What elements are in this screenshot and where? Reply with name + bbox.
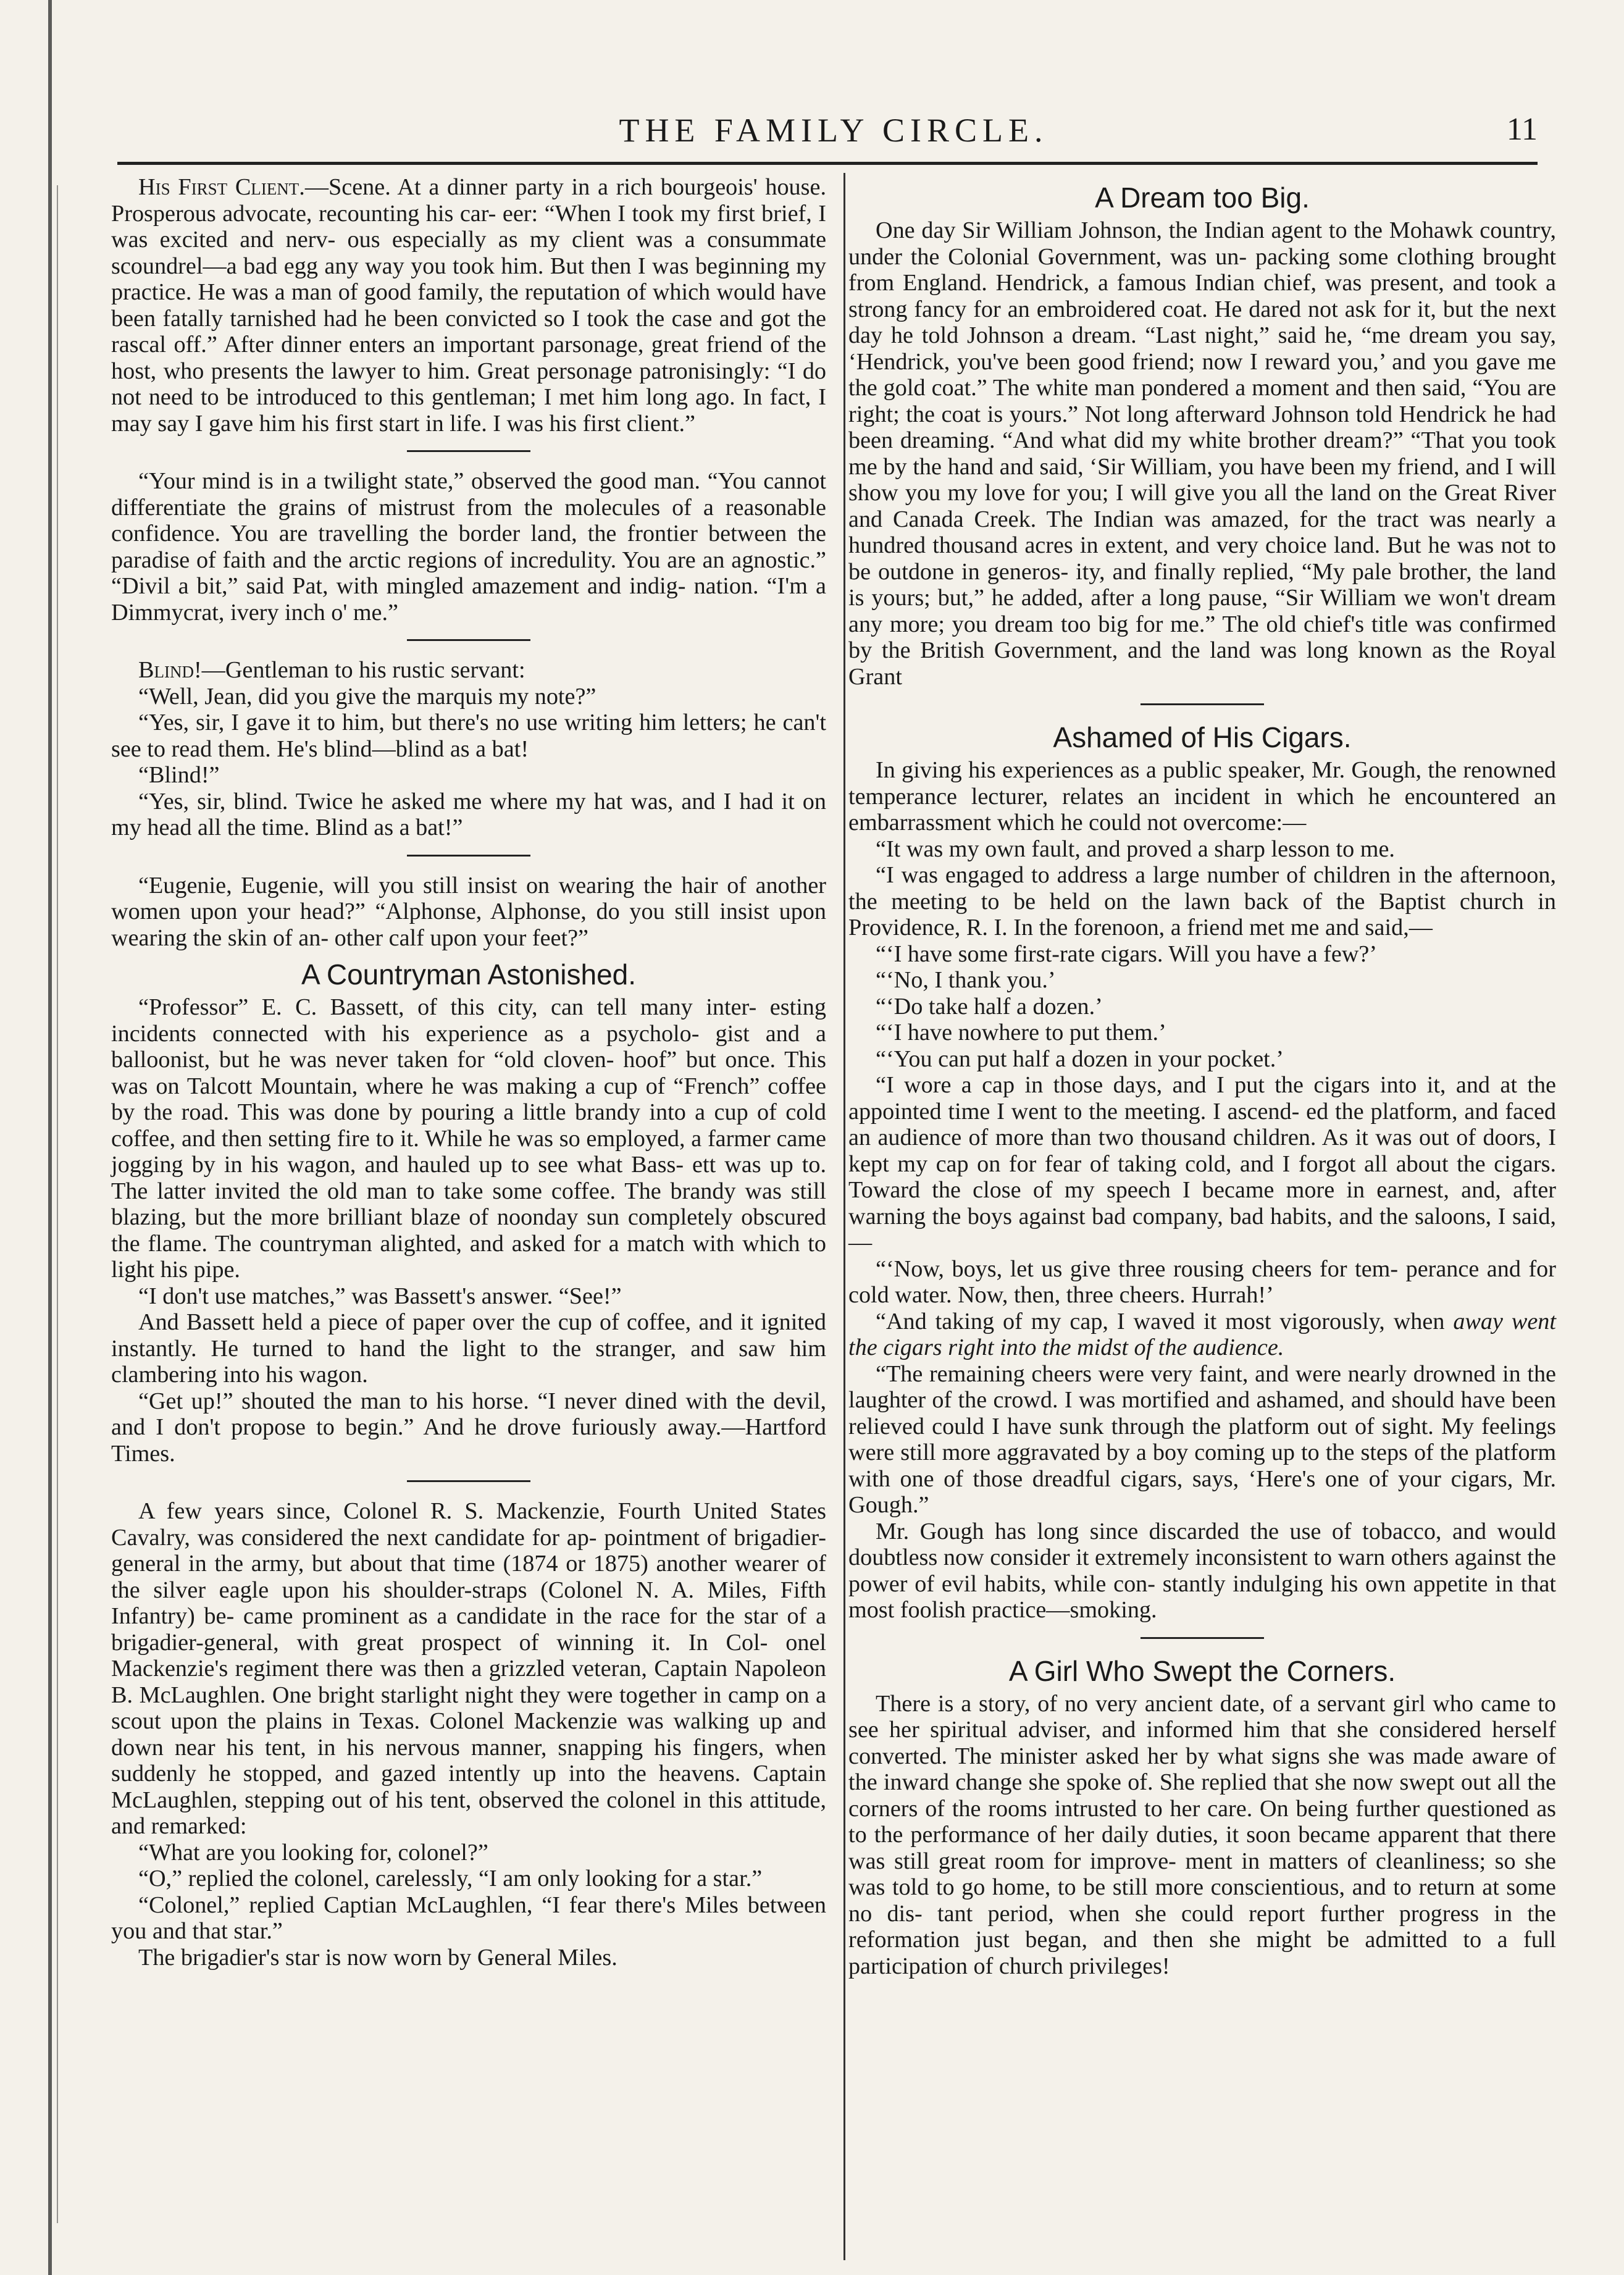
text-line: “‘Now, boys, let us give three rousing cheers for tem- [876,1255,1399,1282]
text-line: Mohawk country, under the Colonial Government, was un- [848,217,1557,270]
text-line: gist and a balloonist, but he was never taken for “old cloven- [111,1020,826,1073]
text-line: “What are you looking for, colonel?” [138,1839,488,1866]
text-line: platform with one of those dreadful cigars, says, ‘Here's one [848,1439,1557,1492]
article-blind [111,657,826,841]
text-line: came prominent as a candidate in the race for the star of a [243,1603,827,1629]
section-separator [407,855,530,857]
text-line: hair of another women upon your head?” “Alphonse, [111,872,827,924]
text-line: In giving his experiences as a public speaker, Mr. Gough, [876,757,1422,783]
paragraph [848,217,1556,690]
text-line: through the platform out of sight. My feelings were still [848,1413,1557,1465]
paragraph [111,873,826,952]
paragraph [111,1892,826,1945]
text-line: other calf upon your feet?” [334,924,588,951]
text-line: “Your mind is in a twilight state,” observed the good man. [138,468,701,494]
text-line: to be still more conscientious, and to return at some no dis- [848,1874,1556,1927]
text-line: thousand children. As it was out of doors, I kept my cap on [848,1125,1556,1177]
text-line: William, you have been my friend, and I will show you my [848,453,1557,506]
text-line: need to be introduced to this gentleman; I met him long ago. [148,384,735,410]
text-line: girl who came to see her spiritual adviser, and informed him [848,1690,1557,1743]
text-line: suddenly he stopped, and gazed intently up into the heavens. [111,1761,741,1787]
article-eugenie [111,873,826,952]
text-line: ous especially as my client was a consummate scoundrel—a [111,227,827,279]
text-line: her by what signs she was made aware of the inward change [848,1743,1556,1795]
text-line: “‘You can put half a dozen in your pocket.’ [876,1045,1284,1072]
paragraph [848,1046,1556,1073]
text-line: —Scene. At a dinner party in a rich [304,174,653,200]
paragraph [848,1309,1556,1361]
text-line: And Bassett held a piece of paper over the cup of coffee, [138,1309,692,1335]
text-line: dream you say, ‘Hendrick, you've been good friend; now I [848,322,1557,375]
text-line: tant period, when she could report further progress in the [937,1900,1556,1927]
text-line: to warn others against the power of evil habits, while con- [848,1544,1557,1597]
page-number: 11 [1506,112,1538,147]
article-lead: Blind! [138,657,202,683]
text-line: “Yes, sir, I gave it to him, but there's no use writing him [138,710,676,735]
text-line: “O,” replied the colonel, carelessly, “I am only looking [138,1866,658,1892]
section-separator [407,450,530,452]
text-line: day he told Johnson a dream. “Last night,” said he, “me [848,322,1400,348]
paragraph [111,994,826,1283]
paragraph [111,1866,826,1892]
text-line: which he encountered an embarrassment which he could not [848,783,1556,836]
text-line: “‘No, I thank you.’ [876,967,1056,993]
paragraph [848,862,1556,941]
page-header [130,111,1538,161]
text-line: by pouring a little brandy into a cup of cold coffee, and then [111,1099,827,1152]
text-line: became apparent that there was still great room for improve- [848,1822,1557,1874]
paragraph [848,1072,1556,1256]
text-line: the arctic regions of incredulity. You are an agnostic.” [313,547,827,573]
text-line: his shoulder-straps (Colonel N. A. Miles, Fifth Infantry) be- [111,1577,827,1629]
text-line: Texas. Colonel Mackenzie was walking up and down near [111,1708,826,1761]
text-line: packing some clothing brought from England. Hendrick, a [848,243,1556,296]
text-line: Mr. Gough has long since discarded the use of tobacco, [876,1518,1442,1544]
text-line: tract was nearly a hundred thousand acres in extent, and [848,506,1556,558]
text-line: corners of the rooms intrusted to her care. On being further [848,1795,1420,1822]
text-line: away went the cigars right into the midst of the audience. [848,1308,1557,1360]
text-line: There is a story, of no very ancient date, of a servant [876,1690,1386,1717]
paragraph [848,1020,1556,1046]
text-line: dream any more; you dream too big for me.” The old [848,585,1556,637]
text-line: —Gentleman to his rustic servant: [201,657,525,683]
text-line: and would doubtless now consider it extremely inconsistent [848,1518,1557,1570]
text-line: dream?” “That you took me by the hand and said, ‘Sir [848,427,1556,480]
text-line: Captain Napoleon B. McLaughlen. One bright starlight night [111,1656,826,1708]
text-line: so I took the case and got the rascal off.” After dinner enters [111,305,827,358]
text-line: making a cup of “French” coffee by the road. This was done [111,1073,826,1125]
text-line: “Yes, sir, blind. Twice he asked me where my hat was, [138,788,674,815]
text-line: questioned as to the performance of her daily duties, it soon [848,1795,1557,1848]
right-column [848,174,1556,1979]
article-corners [848,1691,1556,1980]
text-line: “And taking of my cap, I waved it most vigorously, when [876,1308,1445,1334]
paragraph [848,941,1556,968]
paragraph [111,1498,826,1840]
text-line: for a star.” [663,1866,763,1892]
text-line: the land was long known as the Royal Grant [848,637,1557,690]
paragraph [111,468,826,626]
text-line: esting incidents connected with his experience as a psycholo- [111,994,826,1047]
text-line: an embroidered coat. He dared not ask for it, but the next [1007,296,1556,322]
text-line: “Divil a bit,” said Pat, with mingled amazement and indig- [111,573,686,599]
text-line: “Colonel,” replied Captian McLaughlen, “I fear there's [138,1892,676,1918]
text-line: and at the appointed time I went to the meeting. I ascend- [848,1072,1556,1125]
section-separator [407,639,530,641]
text-line: ity, and finally replied, “My pale brother, the land is yours; [848,558,1557,611]
text-line: his tent, in his nervous manner, snapping his fingers, when [226,1734,827,1761]
text-line: ett was up to. The latter invited the old man to take some [111,1152,827,1204]
text-line: time (1874 or 1875) another wearer of the silver eagle upon [111,1551,827,1603]
text-line: a full participation of church privileges! [848,1927,1557,1979]
text-line: ment in matters of cleanliness; so she was told to go home, [848,1848,1557,1900]
text-line: River and Canada Creek. The Indian was amazed, for the [848,480,1557,532]
paragraph [111,710,826,762]
text-line: Toward the close of my speech I became more in earnest, [848,1177,1449,1203]
text-line: Alphonse, do you still insist upon wearing the skin of an- [111,899,826,951]
text-line: “Professor” E. C. Bassett, of this city, can tell many inter- [138,994,757,1020]
text-line: reward you,’ and you gave me the gold coat.” The white [848,348,1556,401]
text-line: “Blind!” [138,762,220,788]
article-lead: His First Client. [138,174,305,200]
text-line: “‘I have some first-rate cigars. Will you have a few?’ [876,941,1378,967]
article-cigars [848,757,1556,1624]
text-line: ed the platform, and faced an audience of more than two [848,1098,1556,1150]
text-line: colonel in this attitude, and remarked: [111,1787,826,1839]
section-separator [1141,703,1264,705]
text-line: nation. “I'm a Dimmycrat, ivery inch o' me.” [111,573,827,626]
text-line: blaze of noonday sun completely obscured the flame. The [111,1204,827,1257]
paragraph [848,1256,1556,1309]
text-line: man pondered a moment and then said, “You are right; the [848,375,1557,427]
text-line: “I don't use matches,” was Bassett's answer. “See!” [138,1283,622,1309]
text-line: overcome:— [1182,810,1307,836]
text-line: Captain McLaughlen, stepping out of his tent, observed the [111,1761,827,1813]
headline-dream: A Dream too Big. [1095,182,1310,214]
text-line: he had been dreaming. “And what did my white brother [848,401,1557,453]
paragraph [848,994,1556,1020]
paragraph [111,1388,826,1467]
paragraph [111,1283,826,1310]
headline-corners: A Girl Who Swept the Corners. [1008,1654,1396,1687]
text-line: bourgeois' house. Prosperous advocate, recounting his car- [111,174,826,227]
column-divider [843,173,845,2260]
text-line: for fear of taking cold, and I forgot all about the cigars. [1008,1150,1556,1177]
text-line: and it ignited instantly. He turned to hand the light to the [111,1309,827,1362]
article-countryman [111,994,826,1467]
text-line: coat is yours.” Not long afterward Johnson told Hendrick [941,401,1487,427]
text-line: “‘Do take half a dozen.’ [876,993,1103,1020]
text-line: an important parsonage, great friend of the host, who presents [111,332,826,384]
text-line: more aggravated by a boy coming up to the steps of the [942,1439,1469,1465]
text-line: the Baptist church in Providence, R. I. In the forenoon, a [848,888,1557,941]
text-line: love for you; I will give you all the land on the Great [984,480,1497,506]
text-line: onel Mackenzie's regiment there was then a grizzled veteran, [111,1629,826,1682]
paragraph [111,174,826,437]
text-line: and I had it on my head all the time. Blind as a bat!” [111,788,826,840]
text-line: Miles between you and that star.” [111,1892,827,1944]
text-line: his first client.” [549,410,695,437]
text-line: One day Sir William Johnson, the Indian agent to the [876,217,1383,243]
paragraph [111,1309,826,1388]
text-line: the renowned temperance lecturer, relates an incident in [848,757,1556,810]
text-line: perance and for cold water. Now, then, three cheers. [848,1255,1556,1308]
text-line: The brigadier's star is now worn by General Miles. [138,1944,617,1971]
text-line: “You cannot differentiate the grains of mistrust from the [111,468,827,521]
masthead-title: THE FAMILY CIRCLE. [619,112,1048,149]
text-line: letters; he can't see to read them. He's blind—blind as a bat! [111,710,826,762]
paragraph [111,1840,826,1866]
text-line: “I wore a cap in those days, and I put the cigars into it, [876,1072,1446,1098]
paragraph [111,657,826,684]
paragraph [111,789,826,841]
text-line: “The remaining cheers were very faint, and were nearly [876,1360,1407,1387]
text-line: with the devil, and I don't propose to begin.” And he drove [111,1388,827,1440]
text-line: border land, the frontier between the paradise of faith and [111,521,826,573]
text-line: practice—smoking. [971,1597,1157,1623]
text-line: Hurrah!’ [1191,1282,1274,1308]
text-line: famous Indian chief, was present, and took a strong fancy for [848,270,1557,322]
paragraph [848,1519,1556,1624]
text-line: setting fire to it. While he was so employed, a farmer came [268,1125,826,1152]
paragraph [111,684,826,710]
paragraph [848,1361,1556,1519]
text-line: In fact, I may say I gave him his first start in life. I was [111,384,826,437]
section-separator [1141,1637,1264,1639]
left-column [111,174,826,1971]
binding-edge [48,0,52,2275]
article-twilight [111,468,826,626]
text-line: chief's title was confirmed by the British Government, and [848,611,1557,663]
text-line: furiously away.—Hartford Times. [111,1414,827,1467]
text-line: brigadier-general, with great prospect of winning it. In Col- [111,1629,768,1656]
text-line: jogging by in his wagon, and hauled up to see what Bass- [111,1152,684,1178]
text-line: “Eugenie, Eugenie, will you still insist on wearing the [138,872,672,899]
article-dream [848,217,1556,690]
headline-cigars: Ashamed of His Cigars. [1053,721,1352,753]
text-line: “‘I have nowhere to put them.’ [876,1020,1166,1045]
text-line: “Get up!” shouted the man to his horse. “I never dined [138,1388,677,1414]
text-line: “It was my own fault, and proved a sharp lesson to me. [876,836,1395,862]
text-line: practice. He was a man of good family, the reputation of [111,279,647,305]
article-first-client [111,174,826,437]
text-line: countryman alighted, and asked for a match with which to [259,1230,827,1257]
binding-shadow [57,185,58,2223]
text-line: pointment of brigadier-general in the army, but about that [111,1524,827,1577]
paragraph [848,757,1556,836]
text-line: very choice land. But he was not to be outdone in generos- [848,532,1556,585]
headline-countryman: A Countryman Astonished. [301,958,637,991]
paragraph [848,967,1556,994]
text-line: stantly indulging his own appetite in that most foolish [848,1570,1556,1623]
text-line: friend met me and said,— [1187,915,1433,941]
text-line: light his pipe. [111,1257,240,1283]
text-line: reformation just began, and then she might be admitted to [848,1927,1482,1953]
paragraph [111,1945,826,1971]
text-line: which would have been fatally tarnished had he been convicted [111,279,826,332]
text-line: eer: “When I took my first brief, I was excited and nerv- [111,200,827,253]
paragraph [848,836,1556,863]
text-line: and, after warning the boys against bad company, bad habits, [848,1177,1556,1230]
text-line: she spoke of. She replied that she now swept out all the [1028,1769,1556,1795]
text-line: “I was engaged to address a large number of children [876,862,1391,888]
text-line: ashamed, and should have been relieved could I have sunk [848,1387,1557,1439]
header-rule [117,162,1538,165]
paragraph [111,762,826,789]
text-line: drowned in the laughter of the crowd. I was mortified and [848,1360,1556,1413]
text-line: molecules of a reasonable confidence. You are travelling the [111,494,826,547]
text-line: the lawyer to him. Great personage patronisingly: “I do not [111,358,827,410]
text-line: that she considered herself converted. The minister asked [848,1717,1556,1769]
text-line: hoof” but once. This was on Talcott Mountain, where he was [111,1047,826,1099]
text-line: but,” he added, after a long pause, “Sir William we won't [937,585,1490,611]
article-mackenzie [111,1498,826,1971]
text-line: in the afternoon, the meeting to be held on the lawn back of [848,862,1556,915]
text-line: and the saloons, I said,— [848,1203,1556,1255]
text-line: bad egg any way you took him. But then I was beginning my [243,253,826,279]
paragraph [848,1691,1556,1980]
text-line: A few years since, Colonel R. S. Mackenzie, Fourth United [138,1498,758,1524]
text-line: coffee. The brandy was still blazing, but the more brilliant [111,1178,826,1230]
text-line: they were together in camp on a scout upon the plains in [111,1682,827,1734]
text-line: stranger, and saw him clambering into his wagon. [111,1335,826,1388]
text-line: “Well, Jean, did you give the marquis my note?” [138,683,596,710]
section-separator [407,1480,530,1482]
text-line: States Cavalry, was considered the next candidate for ap- [111,1498,826,1551]
text-line: of your cigars, Mr. Gough.” [848,1465,1556,1518]
